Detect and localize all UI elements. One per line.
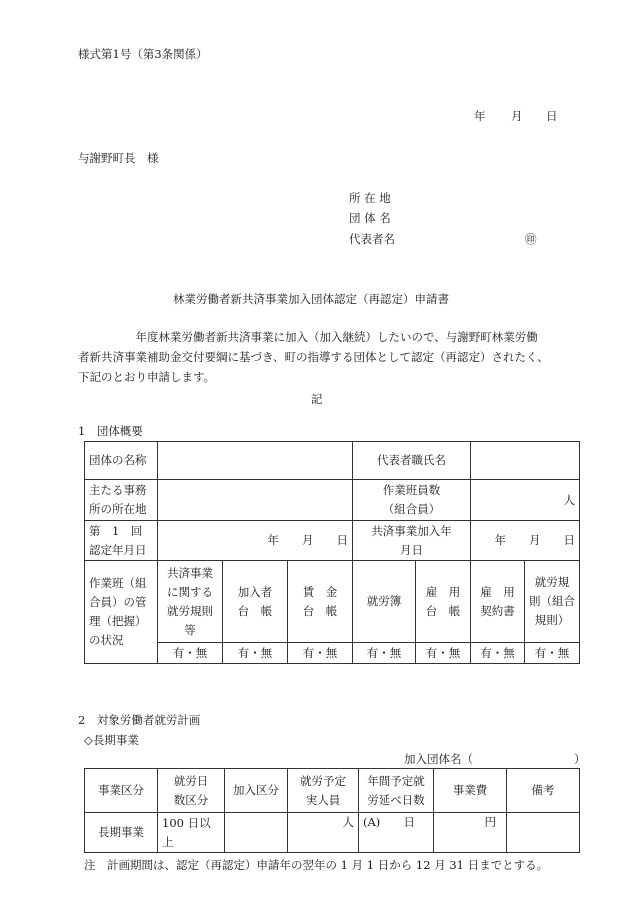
address-label: 所 在 地 bbox=[349, 191, 391, 205]
seal-mark: ㊞ bbox=[525, 232, 537, 246]
join-group-name-close: ） bbox=[574, 752, 586, 766]
mgmt-value-union-rules[interactable]: 有・無 bbox=[525, 643, 580, 664]
mgmt-col-wage-ledger: 賃 金 台 帳 bbox=[288, 561, 353, 643]
mgmt-value-member-ledger[interactable]: 有・無 bbox=[223, 643, 288, 664]
representative-label: 代表者名 bbox=[349, 232, 395, 246]
mgmt-value-wage-ledger[interactable]: 有・無 bbox=[288, 643, 353, 664]
group-name-value[interactable] bbox=[158, 442, 353, 480]
mgmt-col-work-rules: 共済事業 に関する 就労規則 等 bbox=[158, 561, 223, 643]
row-join-class[interactable] bbox=[225, 813, 288, 853]
office-address-label: 主たる事務 所の所在地 bbox=[85, 480, 158, 521]
header-planned-workers: 就労予定 実人員 bbox=[288, 769, 359, 813]
mgmt-col-employment-contract: 雇 用 契約書 bbox=[471, 561, 525, 643]
first-cert-label: 第 1 回 認定年月日 bbox=[85, 521, 158, 561]
days-prefix: (A) bbox=[363, 815, 381, 829]
mgmt-col-member-ledger: 加入者 台 帳 bbox=[223, 561, 288, 643]
ki-marker: 記 bbox=[311, 392, 323, 406]
group-name-label-cell: 団体の名称 bbox=[85, 442, 158, 480]
mgmt-value-work-rules[interactable]: 有・無 bbox=[158, 643, 223, 664]
row-cost[interactable]: 円 bbox=[434, 813, 507, 853]
group-overview-table bbox=[84, 441, 580, 664]
section1-heading: 1 団体概要 bbox=[78, 424, 143, 438]
members-count-label: 作業班員数 （組合員） bbox=[353, 480, 471, 521]
section2-subheading: ◇長期事業 bbox=[84, 733, 139, 747]
form-number: 様式第1号（第3条関係） bbox=[78, 47, 208, 61]
rep-title-value[interactable] bbox=[471, 442, 580, 480]
days-unit: 日 bbox=[403, 815, 415, 829]
date-day: 日 bbox=[546, 109, 558, 123]
mgmt-value-employment-contract[interactable]: 有・無 bbox=[471, 643, 525, 664]
group-name-label: 団 体 名 bbox=[349, 211, 391, 225]
rep-title-label: 代表者職氏名 bbox=[353, 442, 471, 480]
join-group-name-label: 加入団体名（ bbox=[404, 752, 473, 766]
row-annual-days[interactable] bbox=[359, 813, 434, 853]
date-month: 月 bbox=[511, 109, 523, 123]
body-line: 年度林業労働者新共済事業に加入（加入継続）したいので、与謝野町林業労働 bbox=[78, 330, 538, 344]
addressee: 与謝野町長 様 bbox=[78, 151, 159, 165]
page-title: 林業労働者新共済事業加入団体認定（再認定）申請書 bbox=[173, 292, 449, 306]
row-category: 長期事業 bbox=[85, 813, 158, 853]
header-join-class: 加入区分 bbox=[225, 769, 288, 813]
office-address-value[interactable] bbox=[158, 480, 353, 521]
section2-heading: 2 対象労働者就労計画 bbox=[78, 713, 201, 727]
body-text bbox=[78, 327, 549, 387]
row-planned-workers[interactable]: 人 bbox=[288, 813, 359, 853]
date-year: 年 bbox=[474, 109, 486, 123]
first-cert-date[interactable]: 年 月 日 bbox=[158, 521, 353, 561]
mgmt-value-employment-ledger[interactable]: 有・無 bbox=[416, 643, 471, 664]
mgmt-col-union-rules: 就労規 則（組合 規則） bbox=[525, 561, 580, 643]
members-count-value[interactable]: 人 bbox=[471, 480, 580, 521]
header-remarks: 備考 bbox=[507, 769, 580, 813]
work-plan-table bbox=[84, 768, 580, 853]
header-annual-days: 年間予定就 労延べ日数 bbox=[359, 769, 434, 813]
mgmt-value-work-log[interactable]: 有・無 bbox=[353, 643, 416, 664]
row-remarks[interactable] bbox=[507, 813, 580, 853]
join-date-label: 共済事業加入年 月日 bbox=[353, 521, 471, 561]
header-category: 事業区分 bbox=[85, 769, 158, 813]
mgmt-col-employment-ledger: 雇 用 台 帳 bbox=[416, 561, 471, 643]
body-line: 者新共済事業補助金交付要綱に基づき、町の指導する団体として認定（再認定）されたく、 bbox=[78, 350, 549, 364]
row-days-class: 100 日以上 bbox=[158, 813, 225, 853]
body-line: 下記のとおり申請します。 bbox=[78, 370, 216, 384]
header-days-class: 就労日 数区分 bbox=[158, 769, 225, 813]
management-status-label: 作業班（組 合員）の管 理（把握） の状況 bbox=[85, 561, 158, 664]
header-cost: 事業費 bbox=[434, 769, 507, 813]
plan-note: 注 計画期間は、認定（再認定）申請年の翌年の 1 月 1 日から 12 月 31 日までとする。 bbox=[84, 858, 549, 872]
mgmt-col-work-log: 就労簿 bbox=[353, 561, 416, 643]
join-date-value[interactable]: 年 月 日 bbox=[471, 521, 580, 561]
